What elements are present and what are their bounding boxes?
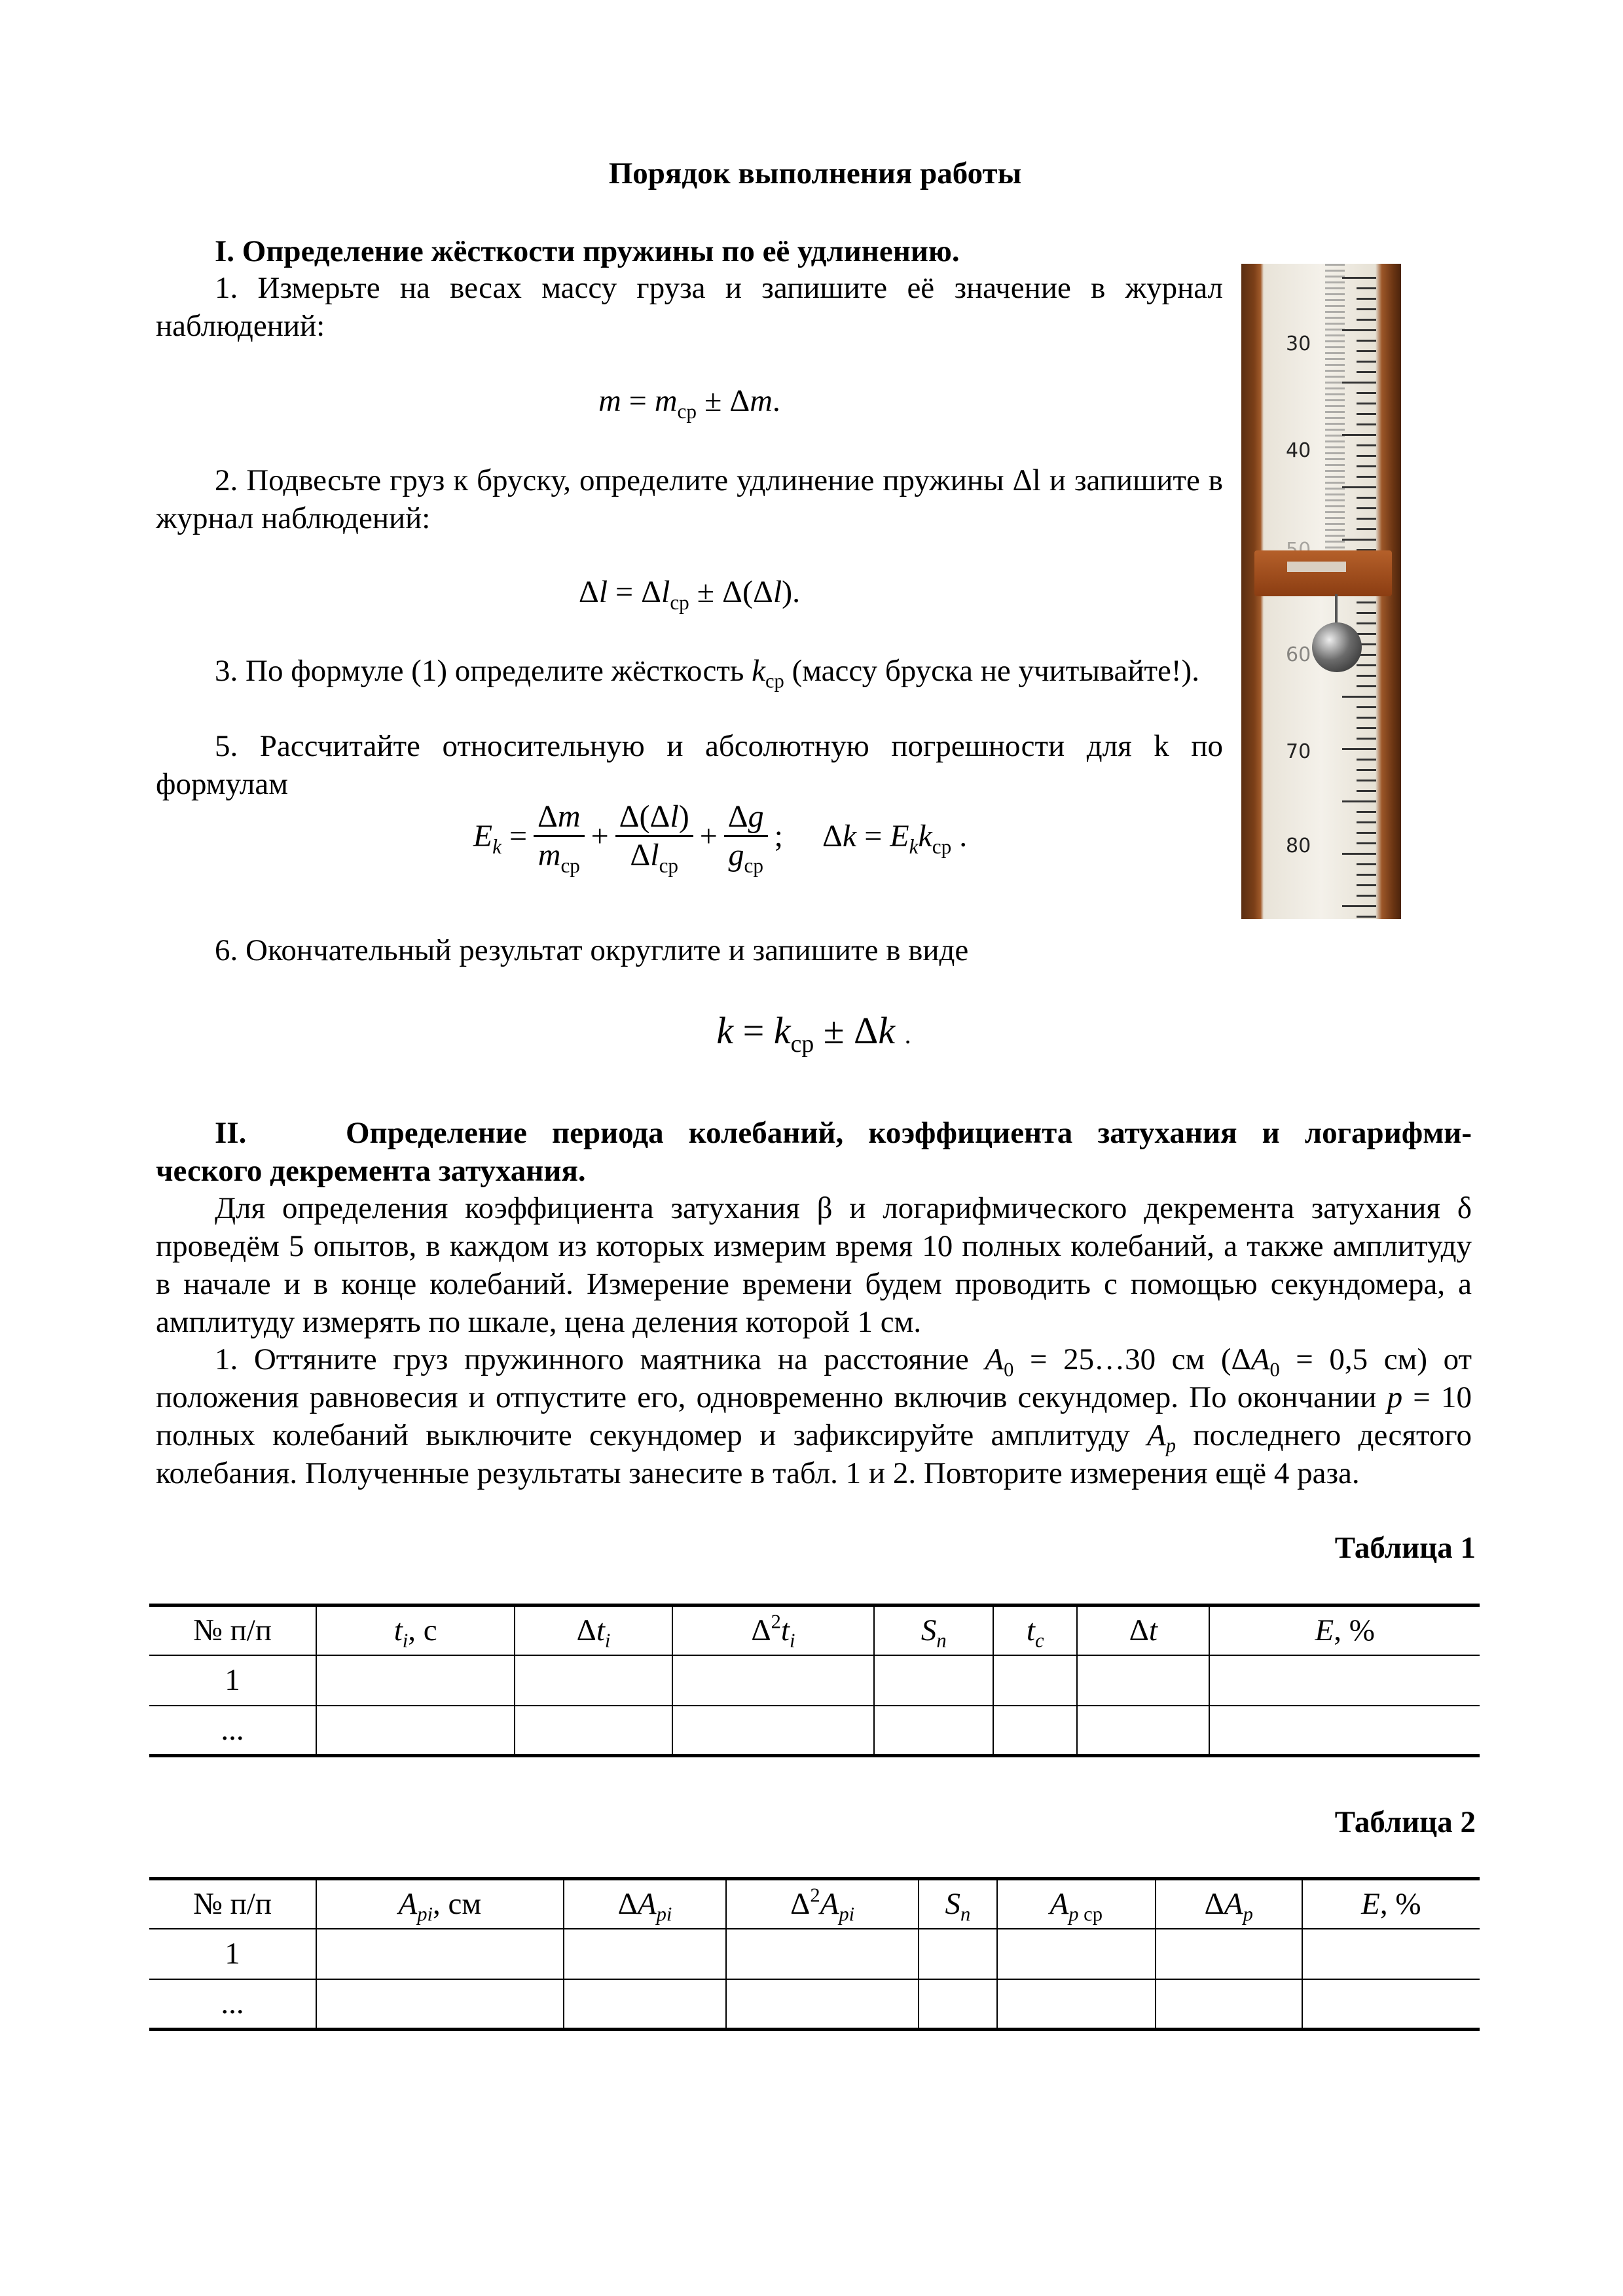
table2-header: E, % [1302,1879,1480,1929]
ruler-tick [1357,423,1376,425]
ruler-tick [1357,790,1376,792]
step6-text: 6. Окончательный результат округлите и запишите в виде [215,933,969,967]
ruler-tick [1357,685,1376,687]
ruler-tick [1357,308,1376,310]
formula-mass: $m = m_{ср} \pm \Delta m$. [598,384,780,423]
table2-header: $A_{pi}$, см [316,1879,564,1929]
table-cell: 1 [149,1929,316,1979]
ruler-tick [1357,497,1376,499]
table-cell [874,1655,993,1706]
table1-header: E, % [1209,1605,1480,1655]
ruler-tick [1357,476,1376,478]
step3-text: 3. По формуле (1) определите жёсткость $k_{ср}$ (массу бруска не учитывайте!). [215,654,1199,692]
table-cell [316,1655,515,1706]
spring-icon [1325,264,1345,591]
table-cell [564,1979,727,2030]
ruler-tick [1357,392,1376,394]
table-cell [1156,1929,1302,1979]
table2-header: $A_p$ $_{ср}$ [997,1879,1156,1929]
ruler-tick [1342,539,1376,541]
table2-header: № п/п [149,1879,316,1929]
ruler-tick [1357,319,1376,321]
table-cell: ... [149,1979,316,2030]
table-cell [1156,1979,1302,2030]
ruler-tick [1357,601,1376,603]
scale-label: 30 [1286,332,1311,355]
ruler-tick [1357,874,1376,876]
table1 [149,1604,1480,1757]
table-cell [1209,1655,1480,1706]
ruler-tick [1357,811,1376,813]
table-cell [1302,1979,1480,2030]
table1-header: $t_i$, с [316,1605,515,1655]
ruler-tick [1357,706,1376,708]
ruler-tick [1357,444,1376,446]
ruler-tick [1342,853,1376,855]
ruler-tick [1357,916,1376,918]
step5-text: 5. Рассчитайте относительную и абсолютную погрешности для k по формулам [156,729,1223,801]
ruler-tick [1342,277,1376,279]
table-cell: ... [149,1706,316,1756]
section2-para2: 1. Оттяните груз пружинного маятника на расстояние $A_0$ = 25…30 см ($\Delta A_0 = 0,5$ см) от положения равновесия и отпустите его, одновременно включив секундомер. По окончании p = 10 полных колебаний выключите секундомер и зафиксируйте амплитуду $A_p$ последнего десятого колебания. Полученные результаты занесите в табл. 1 и 2. Повторите измерения ещё 4 раза. [156,1342,1472,1490]
table-cell [564,1929,727,1979]
scale-label: 70 [1286,740,1311,763]
spring-pendulum-photo [1241,264,1401,919]
ruler-tick [1357,350,1376,352]
scale-label: 80 [1286,834,1311,857]
ruler-tick [1342,329,1376,331]
ruler-tick [1357,738,1376,740]
table-cell [672,1655,875,1706]
formula-final: $k = k_{ср} \pm \Delta k$ . [716,1009,911,1058]
ruler-tick [1357,821,1376,823]
ruler-tick [1357,664,1376,666]
ruler-tick [1357,528,1376,530]
table1-caption: Таблица 1 [1334,1531,1476,1565]
ruler-tick [1357,769,1376,771]
ruler-tick [1357,884,1376,886]
ruler-tick [1357,413,1376,415]
table-row [149,1655,1480,1706]
bar-label [1287,562,1346,572]
weight-ball [1312,622,1362,672]
table1-header: $\Delta t_i$ [515,1605,672,1655]
ruler-tick [1357,759,1376,761]
ruler-tick [1357,371,1376,373]
table-cell [919,1929,997,1979]
ruler-tick [1342,748,1376,750]
ruler-tick [1357,612,1376,614]
table-cell [515,1706,672,1756]
section2-para1: Для определения коэффициента затухания β и логарифмического декремента затухания δ проведём 5 опытов, в каждом из которых измерим время 10 полных колебаний, а также амплитуду в начале и в конце колебаний. Измерение времени будем проводить с помощью секундомера, а амплитуду измерять по шкале, цена деления которой 1 см. [156,1191,1472,1339]
table-cell [993,1655,1077,1706]
ruler-tick [1357,465,1376,467]
ruler-tick [1342,905,1376,907]
table2-header: $S_n$ [919,1879,997,1929]
scale-label: 40 [1286,439,1311,462]
table2 [149,1877,1480,2031]
ruler-tick [1357,507,1376,509]
ruler-tick [1357,298,1376,300]
table-cell [1077,1706,1209,1756]
ruler-tick [1357,361,1376,363]
table-cell [726,1929,919,1979]
table-cell [993,1706,1077,1756]
table-cell: 1 [149,1655,316,1706]
ruler-tick [1357,717,1376,719]
wooden-bar [1254,550,1392,596]
table-cell [316,1929,564,1979]
ruler-tick [1342,382,1376,384]
step2-text: 2. Подвесьте груз к бруску, определите удлинение пружины Δl и запишите в журнал наблюдений: [156,463,1223,535]
table-cell [316,1979,564,2030]
table-cell [726,1979,919,2030]
table-cell [515,1655,672,1706]
ruler-tick [1357,633,1376,635]
formula-elongation: $\Delta l = \Delta l_{ср} \pm \Delta(\Delta l)$. [578,575,801,614]
table2-header: $\Delta^2A_{pi}$ [726,1879,919,1929]
table1-header: Δt [1077,1605,1209,1655]
table1-header: $S_n$ [874,1605,993,1655]
hook [1335,594,1338,624]
ruler-tick [1357,340,1376,342]
ruler-tick [1342,696,1376,698]
section2-heading: II. Определение периода колебаний, коэффициента затухания и логарифми- ческого декремента затухания. [156,1116,1472,1188]
table-cell [1077,1655,1209,1706]
ruler-tick [1342,486,1376,488]
ruler-tick [1357,863,1376,865]
table-row [149,1706,1480,1756]
table-cell [997,1979,1156,2030]
ruler-tick [1357,455,1376,457]
ruler-tick [1342,800,1376,802]
table-cell [1302,1929,1480,1979]
table1-header: $t_c$ [993,1605,1077,1655]
table-cell [672,1706,875,1756]
ruler-tick [1357,287,1376,289]
table-row [149,1979,1480,2030]
scale-label: 60 [1286,643,1311,666]
table2-header: $\Delta A_p$ [1156,1879,1302,1929]
section1-heading: I. Определение жёсткости пружины по её удлинению. [215,234,960,268]
ruler-tick [1342,434,1376,436]
table-cell [919,1979,997,2030]
table1-header: $\Delta^2t_i$ [672,1605,875,1655]
table2-caption: Таблица 2 [1334,1805,1476,1839]
table-cell [316,1706,515,1756]
table-cell [1209,1706,1480,1756]
ruler-tick [1357,780,1376,781]
ruler-tick [1357,895,1376,897]
page-title: Порядок выполнения работы [608,156,1022,190]
ruler-tick [1357,842,1376,844]
table-row [149,1929,1480,1979]
table-cell [874,1706,993,1756]
ruler-tick [1357,403,1376,404]
ruler-tick [1357,832,1376,834]
ruler-tick [1357,518,1376,520]
ruler-tick [1357,675,1376,677]
ruler-tick [1357,622,1376,624]
table2-header: $\Delta A_{pi}$ [564,1879,727,1929]
formula-errors: $E_k$ = $\frac{\Delta m}{m_{ср}}$ + $\frac{\Delta(\Delta l)}{\Delta l_{ср}}$ + $\frac{\Delta g}{g_{ср}}$ ; $\Delta k = E_kk_{ср}$ . [473,799,968,877]
ruler-tick [1357,727,1376,729]
step1-text: 1. Измерьте на весах массу груза и запишите её значение в журнал наблюдений: [156,271,1223,343]
table1-header: № п/п [149,1605,316,1655]
table-cell [997,1929,1156,1979]
